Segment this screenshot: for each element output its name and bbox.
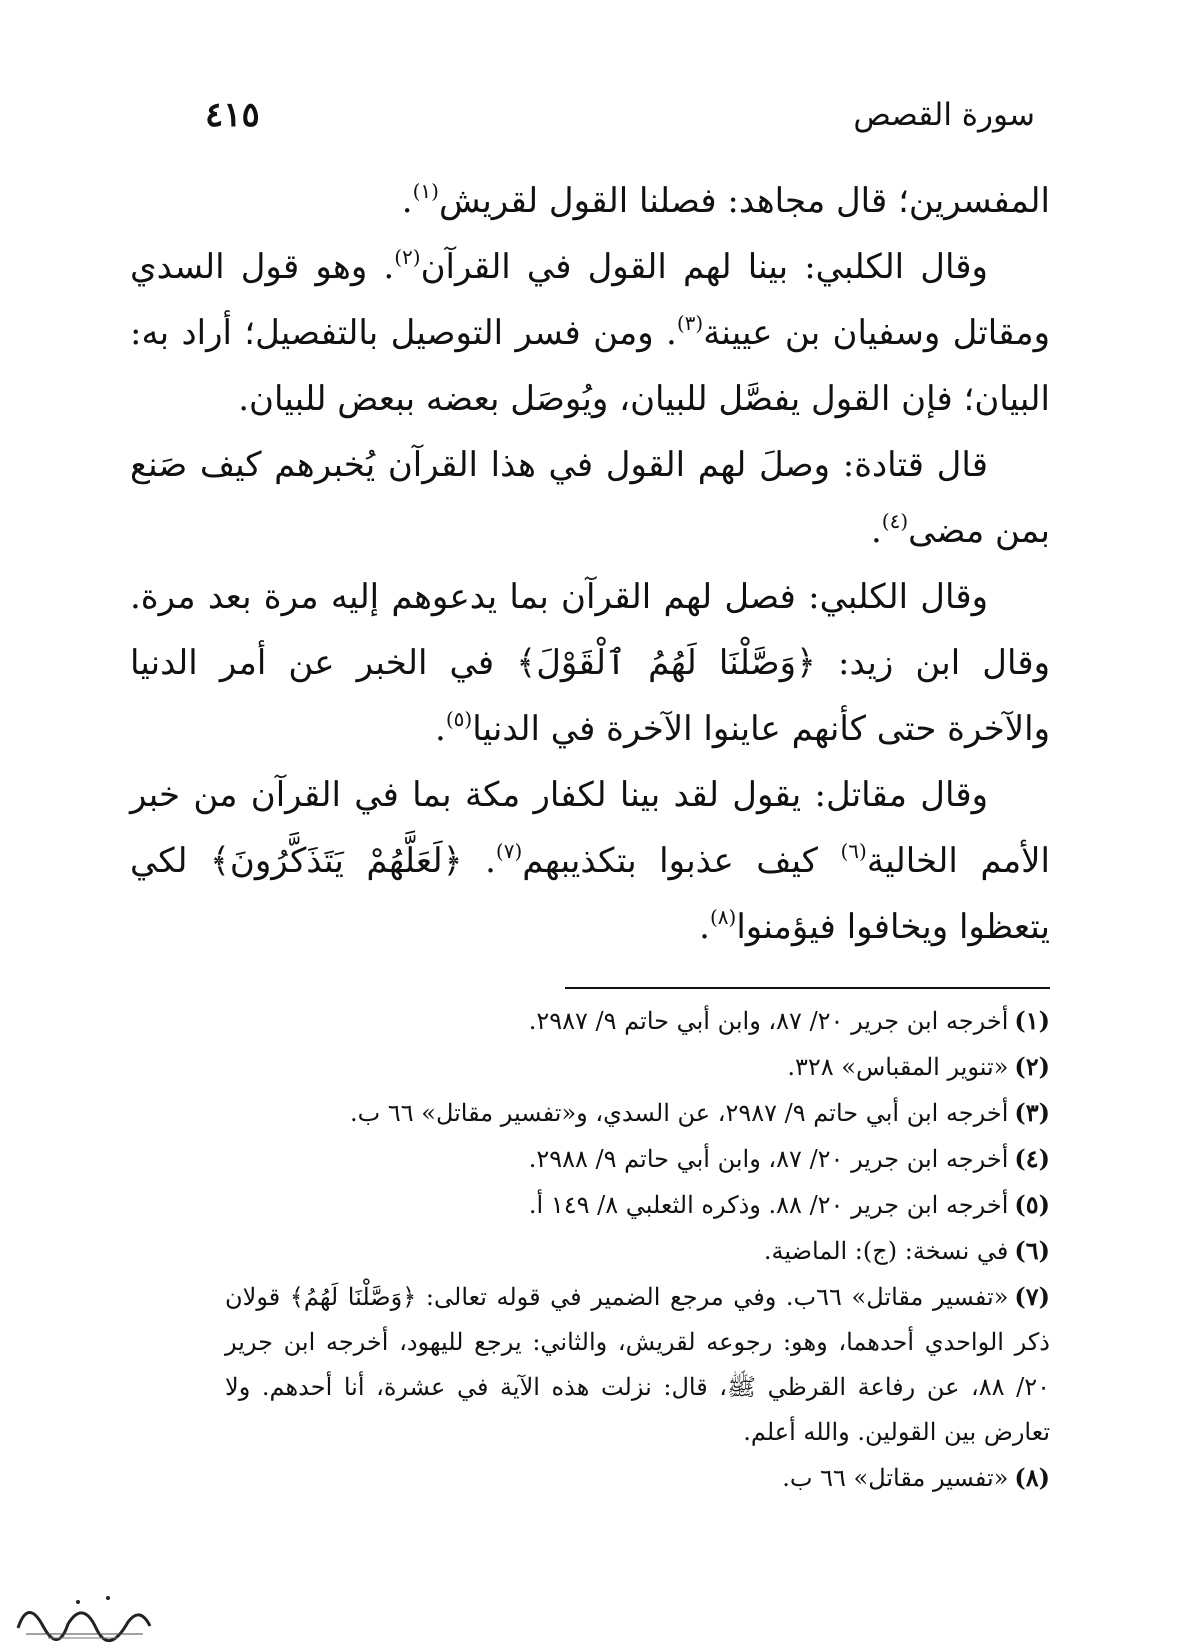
quran-quote: ﴿وَصَّلْنَا لَهُمُ ٱلْقَوْلَ﴾ — [516, 643, 816, 683]
footnote-reference: (٢) — [394, 245, 421, 269]
footnote-reference: (٨) — [709, 905, 737, 929]
paragraph — [130, 168, 1050, 234]
footnotes-section — [225, 998, 1050, 1501]
paragraph-text: . — [462, 841, 496, 881]
footnote-number: (٤) — [1014, 1144, 1050, 1173]
footnote-text: «تنوير المقباس» ٣٢٨. — [787, 1053, 1009, 1081]
paragraph — [130, 432, 1050, 564]
footnote — [225, 1044, 1050, 1090]
paragraph-text: . ومن فسر التوصيل بالتفصيل؛ أراد به: البيان؛ فإن القول يفصَّل للبيان، ويُوصَل بعضه ببعض للبيان. — [130, 313, 1050, 419]
footnote-number: (٣) — [1014, 1098, 1050, 1127]
footnote-reference: (٣) — [676, 311, 704, 335]
footnote — [225, 1455, 1050, 1501]
footnote-number: (٦) — [1014, 1236, 1050, 1265]
main-body-text — [130, 168, 1050, 960]
paragraph-text: . — [401, 181, 413, 221]
library-logo-icon — [8, 1588, 158, 1643]
footnote-reference: (٤) — [881, 509, 909, 533]
footnote — [225, 1274, 1050, 1455]
footnote-text: «تفسير مقاتل» ٦٦ب. وفي مرجع الضمير في قوله تعالى: ﴿وَصَّلْنَا لَهُمُ﴾ قولان ذكر الواحدي أحدهما، وهو: رجوعه لقريش، والثاني: يرجع لليهود، أخرجه ابن جرير ٢٠/ ٨٨، عن رفاعة القرظي ﷺ، قال: نزلت هذه الآية في عشرة، أنا أحدهم. ولا تعارض بين القولين. والله أعلم. — [225, 1283, 1051, 1446]
paragraph — [130, 762, 1050, 960]
paragraph — [130, 564, 1050, 762]
page-number: ٤١٥ — [205, 95, 260, 135]
footnote-number: (٥) — [1014, 1190, 1050, 1219]
page-header — [0, 95, 1185, 145]
paragraph-text: في الخبر عن أمر الدنيا والآخرة حتى كأنهم عاينوا الآخرة في الدنيا — [130, 643, 1050, 749]
footnote-number: (٧) — [1014, 1282, 1050, 1311]
footnote-reference: (٧) — [495, 839, 523, 863]
paragraph-text: لكي يتعظوا ويخافوا فيؤمنوا — [130, 841, 1050, 947]
quran-quote: ﴿لَعَلَّهُمْ يَتَذَكَّرُونَ﴾ — [210, 841, 463, 881]
paragraph-text: . وهو قول السدي ومقاتل وسفيان بن عيينة — [130, 247, 1050, 353]
footnote-number: (٢) — [1014, 1052, 1050, 1081]
footnote-text: أخرجه ابن أبي حاتم ٩/ ٢٩٨٧، عن السدي، و«تفسير مقاتل» ٦٦ ب. — [350, 1099, 1009, 1127]
paragraph-text: . — [435, 709, 446, 749]
footnote-reference: (٦) — [840, 839, 867, 863]
paragraph-text: وقال الكلبي: بينا لهم القول في القرآن — [420, 247, 988, 287]
footnote-text: أخرجه ابن جرير ٢٠/ ٨٧، وابن أبي حاتم ٩/ ٢٩٨٧. — [528, 1007, 1009, 1035]
footnote — [225, 998, 1050, 1044]
footnote-number: (٨) — [1014, 1463, 1050, 1492]
paragraph-text: وقال مقاتل: يقول لقد بينا لكفار مكة بما في القرآن من خبر الأمم الخالية — [130, 775, 1050, 881]
paragraph — [130, 234, 1050, 432]
footnote-divider — [565, 987, 1050, 989]
footnote-text: في نسخة: (ج): الماضية. — [763, 1237, 1009, 1265]
footnote — [225, 1182, 1050, 1228]
paragraph-text: قال قتادة: وصلَ لهم القول في هذا القرآن يُخبرهم كيف صَنع بمن مضى — [130, 445, 1050, 551]
paragraph-text: كيف عذبوا بتكذيبهم — [522, 841, 841, 881]
paragraph-text: . — [870, 511, 882, 551]
footnote-reference: (١) — [412, 179, 439, 203]
footnote-number: (١) — [1014, 1006, 1050, 1035]
footnote-text: «تفسير مقاتل» ٦٦ ب. — [782, 1464, 1009, 1492]
footnote-text: أخرجه ابن جرير ٢٠/ ٨٧، وابن أبي حاتم ٩/ ٢٩٨٨. — [528, 1145, 1009, 1173]
paragraph-text: وقال الكلبي: فصل لهم القرآن بما يدعوهم إليه مرة بعد مرة. وقال ابن زيد: — [130, 577, 1050, 683]
paragraph-text: المفسرين؛ قال مجاهد: فصلنا القول لقريش — [438, 181, 1050, 221]
footnote-text: أخرجه ابن جرير ٢٠/ ٨٨. وذكره الثعلبي ٨/ ١٤٩ أ. — [528, 1191, 1009, 1219]
footnote — [225, 1228, 1050, 1274]
paragraph-text: . — [699, 907, 710, 947]
footnote-reference: (٥) — [445, 707, 473, 731]
surah-title: سورة القصص — [853, 97, 1035, 133]
footnote — [225, 1136, 1050, 1182]
footnote — [225, 1090, 1050, 1136]
